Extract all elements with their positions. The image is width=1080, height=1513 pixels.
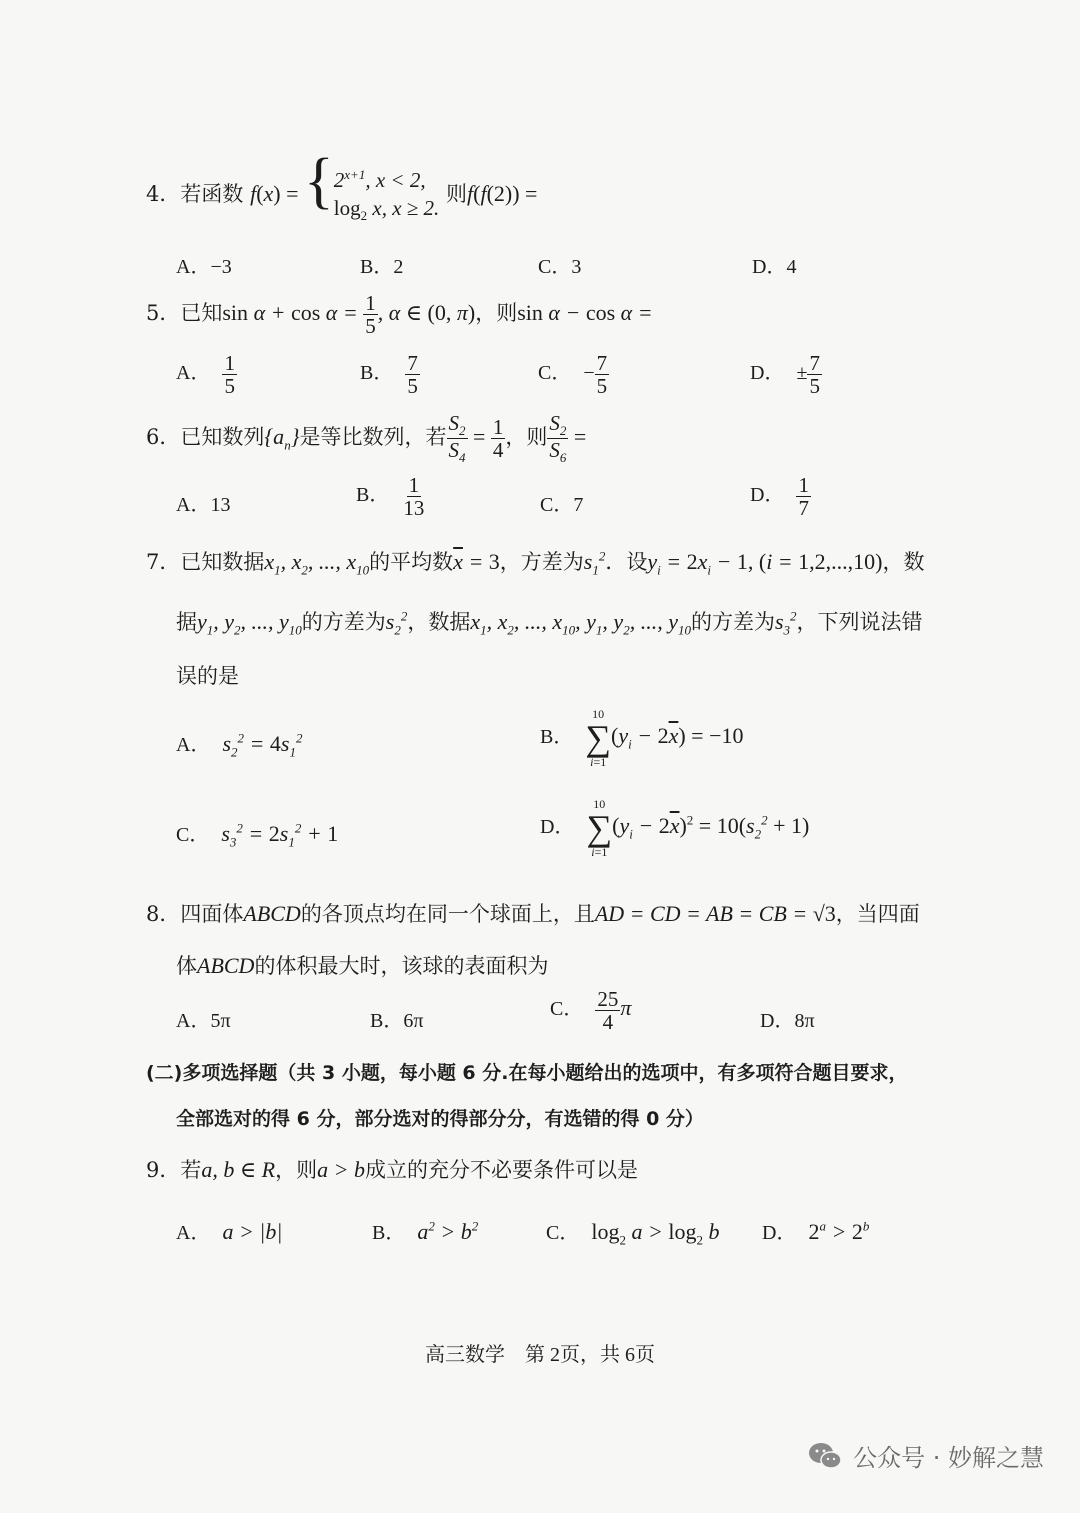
watermark bbox=[807, 1438, 1044, 1473]
q9-option-b[interactable]: B． $a^2 > b^2$ bbox=[372, 1218, 479, 1244]
q8-option-d[interactable]: D．8π bbox=[760, 1010, 815, 1032]
question-8-line-2: 体ABCD的体积最大时，该球的表面积为 bbox=[176, 953, 549, 978]
q8-option-c[interactable]: C． $\frac{25}{4}$ π bbox=[550, 987, 632, 1035]
q5-option-c[interactable]: C． − $\frac{7}{5}$ bbox=[538, 351, 608, 399]
q8-option-a[interactable]: A．5π bbox=[176, 1010, 231, 1032]
piecewise-cases: $2^{x+1}$, x < 2, $\log_2 x$, x ≥ 2. bbox=[333, 166, 440, 224]
question-7-line-2: 据$y_1$, $y_2$, ..., $y_{10}$的方差为$s_2^2$，数据$x_1$, $x_2$, ..., $x_{10}$, $y_1$, $y_2$, ..., $y_{10}$的方差为$s_3^2$，下列说法错 bbox=[176, 608, 923, 638]
wechat-icon bbox=[807, 1441, 843, 1471]
question-7-line-1: 7．已知数据$x_1$, $x_2$, ..., $x_{10}$的平均数$\overline{x} = 3$，方差为$s_1^2$．设$y_i = 2x_i - 1$, (i = 1,2,...,10)，数 bbox=[146, 548, 925, 578]
q9-option-d[interactable]: D． $2^a > 2^b$ bbox=[762, 1218, 870, 1244]
q4-option-d[interactable]: D．4 bbox=[752, 256, 797, 278]
q4-option-b[interactable]: B．2 bbox=[360, 256, 404, 278]
question-text: 若函数 bbox=[180, 182, 244, 206]
q9-option-c[interactable]: C． $\log_2 a > \log_2 b$ bbox=[546, 1219, 720, 1248]
page-footer: 高三数学 第 2页，共 6页 bbox=[425, 1344, 655, 1366]
brace: { bbox=[304, 147, 334, 215]
q5-option-d[interactable]: D． ± $\frac{7}{5}$ bbox=[750, 351, 820, 399]
question-7-line-3: 误的是 bbox=[176, 664, 239, 688]
q5-option-a[interactable]: A． $\frac{1}{5}$ bbox=[176, 351, 235, 399]
q7-option-a[interactable]: A． $s_2^2 = 4s_1^2$ bbox=[176, 730, 303, 760]
question-6: 6．已知数列$\{a_n\}$是等比数列，若 $\frac{S_2}{S_4}$ = $\frac{1}{4}$ ，则 $\frac{S_2}{S_6}$ = bbox=[146, 411, 587, 466]
question-number: 4． bbox=[146, 182, 181, 206]
q7-option-d[interactable]: D． 10 ∑ i=1 $(y_i - 2\overline{x})^2 = 10(s_2^2 + 1)$ bbox=[540, 797, 810, 859]
q7-option-c[interactable]: C． $s_3^2 = 2s_1^2 + 1$ bbox=[176, 820, 339, 850]
q4-option-c[interactable]: C．3 bbox=[538, 256, 582, 278]
question-8-line-1: 8．四面体ABCD的各顶点均在同一个球面上，且AD = CD = AB = CB = √3，当四面 bbox=[146, 901, 920, 926]
q7-option-b[interactable]: B． 10 ∑ i=1 $(y_i - 2\overline{x}) = -10$ bbox=[540, 707, 744, 769]
q5-option-b[interactable]: B． $\frac{7}{5}$ bbox=[360, 351, 418, 399]
q6-option-d[interactable]: D． $\frac{1}{7}$ bbox=[750, 473, 809, 521]
section-2-header-line-1: (二)多项选择题（共 3 小题，每小题 6 分.在每小题给出的选项中，有多项符合题目要求， bbox=[146, 1062, 908, 1084]
question-4: 4．若函数 f(x) = { $2^{x+1}$, x < 2, $\log_2 x$, x ≥ 2. 则f(f(2)) = bbox=[146, 147, 538, 224]
q6-option-a[interactable]: A．13 bbox=[176, 494, 231, 516]
q6-option-b[interactable]: B． $\frac{1}{13}$ bbox=[356, 473, 425, 521]
section-2-header-line-2: 全部选对的得 6 分，部分选对的得部分分，有选错的得 0 分） bbox=[176, 1108, 704, 1130]
question-5: 5．已知sin α + cos α = $\frac{1}{5}$ , α ∈ (0, π)，则sin α − cos α = bbox=[146, 291, 653, 339]
q9-option-a[interactable]: A． a > |b| bbox=[176, 1219, 283, 1244]
watermark-label: 公众号 · 妙解之慧 bbox=[853, 1444, 1044, 1472]
q4-option-a[interactable]: A．−3 bbox=[176, 256, 232, 278]
q8-option-b[interactable]: B．6π bbox=[370, 1010, 424, 1032]
q6-option-c[interactable]: C．7 bbox=[540, 494, 584, 516]
question-9: 9．若a, b ∈ R，则a > b成立的充分不必要条件可以是 bbox=[146, 1157, 638, 1182]
